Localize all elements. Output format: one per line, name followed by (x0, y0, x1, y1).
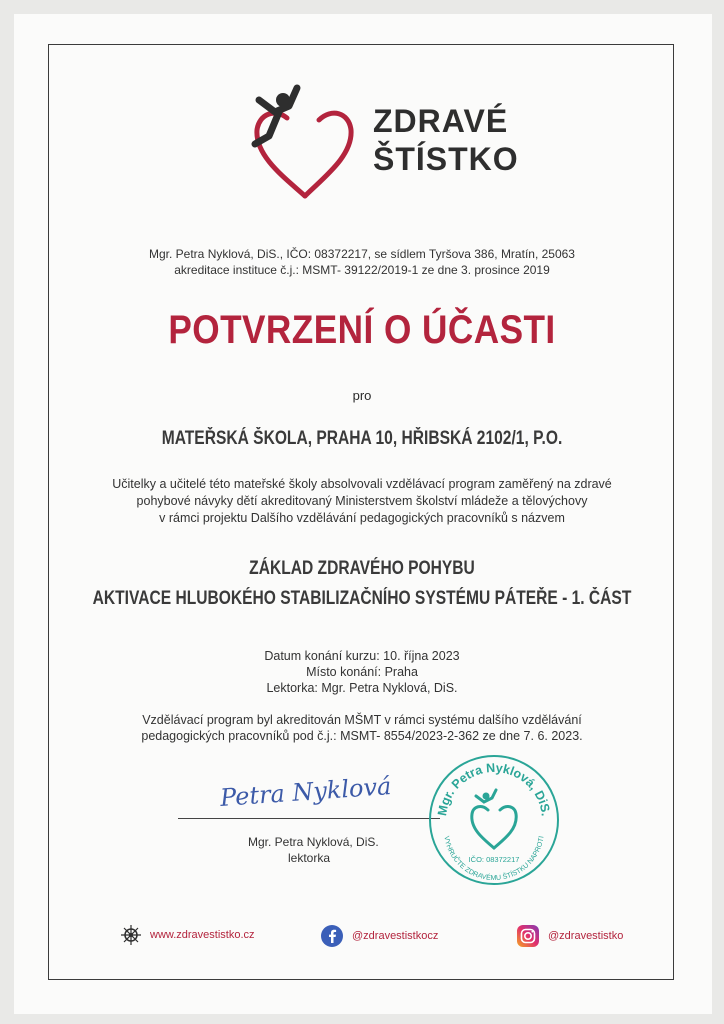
description-line-2: pohybové návyky dětí akreditovaný Ministerstvem školství mládeže a tělovýchovy (136, 494, 588, 508)
web-wheel-icon (120, 924, 142, 946)
for-word: pro (352, 388, 372, 403)
program-title-1: ZÁKLAD ZDRAVÉHO POHYBU (249, 558, 475, 579)
accreditation-line-2: pedagogických pracovníků pod č.j.: MSMT- 8554/2023-2-362 ze dne 7. 6. 2023. (141, 729, 583, 743)
stamp-top-text: Mgr. Petra Nyklová, DiS. (435, 760, 553, 817)
logo-line-1: ZDRAVÉ (373, 103, 509, 139)
footer-facebook-link[interactable]: @zdravestistkocz (352, 930, 439, 942)
description-line-3: v rámci projektu Dalšího vzdělávání pedagogických pracovníků s názvem (159, 511, 565, 525)
instagram-icon (516, 924, 540, 948)
logo-line-2: ŠTÍSTKO (373, 141, 519, 177)
issuer-line-2: akreditace instituce č.j.: MSMT- 39122/2019-1 ze dne 3. prosince 2019 (174, 263, 550, 277)
footer-instagram-link[interactable]: @zdravestistko (548, 930, 624, 942)
accreditation-line-1: Vzdělávací program byl akreditován MŠMT v rámci systému dalšího vzdělávání (142, 713, 582, 727)
facebook-icon (320, 924, 344, 948)
issuer-line-1: Mgr. Petra Nyklová, DiS., IČO: 08372217, se sídlem Tyršova 386, Mratín, 25063 (149, 247, 575, 261)
footer-instagram[interactable] (516, 924, 623, 948)
logo-figure-icon (245, 78, 365, 206)
page-title: POTVRZENÍ O ÚČASTI (168, 308, 556, 352)
course-lecturer: Lektorka: Mgr. Petra Nyklová, DiS. (266, 681, 458, 695)
course-place: Místo konání: Praha (306, 665, 418, 679)
program-title-2: AKTIVACE HLUBOKÉHO STABILIZAČNÍHO SYSTÉMU PÁTEŘE - 1. ČÁST (92, 588, 632, 609)
footer-web-link[interactable]: www.zdravestistko.cz (150, 929, 255, 941)
stamp-bottom-text: VYHRUČTE ZDRAVÉMU ŠTÍSTKU NAPROTI (442, 835, 546, 883)
signatory-name: Mgr. Petra Nyklová, DiS. (248, 835, 379, 849)
signatory-role: lektorka (288, 851, 331, 865)
footer-web[interactable] (120, 924, 255, 946)
recipient-name: MATEŘSKÁ ŠKOLA, PRAHA 10, HŘIBSKÁ 2102/1, P.O. (161, 428, 563, 449)
signature-line (178, 818, 440, 819)
course-date: Datum konání kurzu: 10. října 2023 (264, 649, 460, 663)
footer-facebook[interactable] (320, 924, 438, 948)
description-line-1: Učitelky a učitelé této mateřské školy absolvovali vzdělávací program zaměřený na zdravé (112, 477, 612, 491)
handwritten-signature: Petra Nyklová (219, 772, 393, 812)
logo (245, 78, 519, 208)
stamp-ico: IČO: 08372217 (468, 855, 520, 864)
stamp (426, 752, 562, 888)
svg-text:Mgr. Petra Nyklová, DiS. (435, 761, 553, 817)
